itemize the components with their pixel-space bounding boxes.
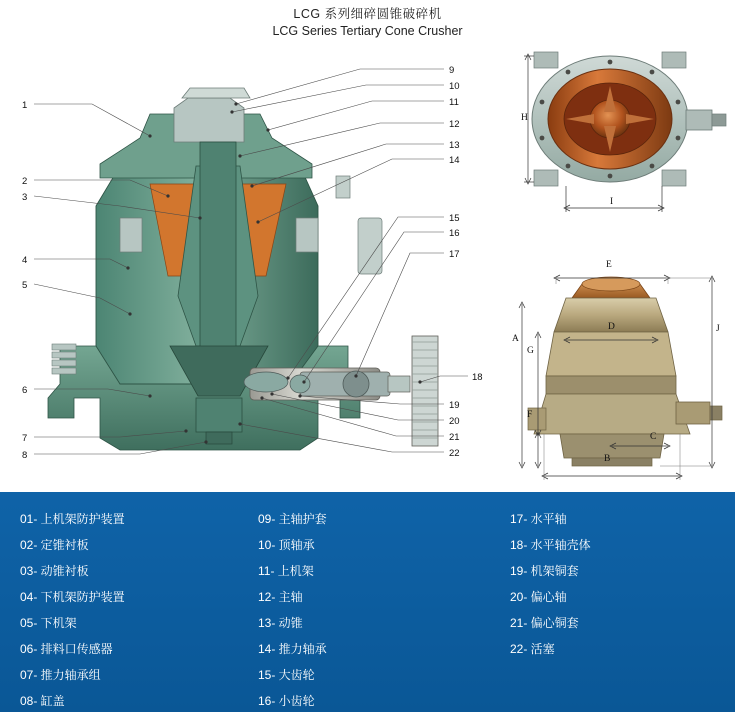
top-plan-view xyxy=(524,52,726,212)
callout-3: 3 xyxy=(22,192,28,203)
dimension-label-G: G xyxy=(527,346,534,356)
legend-item: 01- 上机架防护装置 xyxy=(20,512,125,526)
legend-item: 17- 水平轴 xyxy=(510,512,567,526)
legend-item: 02- 定锥衬板 xyxy=(20,538,89,552)
callout-17: 17 xyxy=(449,249,460,260)
callout-20: 20 xyxy=(449,416,460,427)
legend-item: 18- 水平轴壳体 xyxy=(510,538,591,552)
page-title xyxy=(0,6,735,40)
callout-15: 15 xyxy=(449,213,460,224)
legend-item: 12- 主轴 xyxy=(258,590,303,604)
dimension-label-C: C xyxy=(650,432,657,442)
dimension-label-F: F xyxy=(527,410,533,420)
legend-item: 22- 活塞 xyxy=(510,642,555,656)
callout-6: 6 xyxy=(22,385,28,396)
dimension-label-D: D xyxy=(608,322,615,332)
cross-section-view xyxy=(34,69,468,454)
dimension-label-E: E xyxy=(606,260,612,270)
legend-item: 15- 大齿轮 xyxy=(258,668,315,682)
callout-13: 13 xyxy=(449,140,460,151)
title-chinese: LCG 系列细碎圆锥破碎机 xyxy=(293,7,442,21)
callout-7: 7 xyxy=(22,433,28,444)
legend-item: 13- 动锥 xyxy=(258,616,303,630)
callout-16: 16 xyxy=(449,228,460,239)
dimension-label-J: J xyxy=(716,324,720,334)
callout-8: 8 xyxy=(22,450,28,461)
legend-item: 04- 下机架防护装置 xyxy=(20,590,125,604)
callout-18: 18 xyxy=(472,372,483,383)
callout-9: 9 xyxy=(449,65,455,76)
legend-item: 10- 顶轴承 xyxy=(258,538,315,552)
title-english: LCG Series Tertiary Cone Crusher xyxy=(272,24,463,38)
legend-column-1 xyxy=(20,506,250,714)
legend-item: 09- 主轴护套 xyxy=(258,512,327,526)
side-elevation-view xyxy=(519,275,722,480)
legend-item: 20- 偏心轴 xyxy=(510,590,567,604)
legend-item: 08- 缸盖 xyxy=(20,694,65,708)
legend-item: 21- 偏心铜套 xyxy=(510,616,579,630)
legend-item: 07- 推力轴承组 xyxy=(20,668,101,682)
legend-item: 14- 推力轴承 xyxy=(258,642,327,656)
dimension-label-I: I xyxy=(610,197,614,207)
legend-column-3 xyxy=(510,506,725,662)
callout-19: 19 xyxy=(449,400,460,411)
drawing-svg xyxy=(0,46,735,486)
dimension-label-B: B xyxy=(604,454,611,464)
callout-4: 4 xyxy=(22,255,28,266)
callout-22: 22 xyxy=(449,448,460,459)
callout-21: 21 xyxy=(449,432,460,443)
legend-column-2 xyxy=(258,506,488,714)
legend-item: 05- 下机架 xyxy=(20,616,77,630)
parts-legend-panel xyxy=(0,492,735,712)
dimension-label-H: H xyxy=(521,113,528,123)
callout-11: 11 xyxy=(449,97,459,108)
callout-2: 2 xyxy=(22,176,28,187)
legend-item: 03- 动锥衬板 xyxy=(20,564,89,578)
technical-drawing xyxy=(0,46,735,486)
legend-item: 19- 机架铜套 xyxy=(510,564,579,578)
callout-1: 1 xyxy=(22,100,28,111)
callout-5: 5 xyxy=(22,280,28,291)
dimension-label-A: A xyxy=(512,334,519,344)
legend-item: 11- 上机架 xyxy=(258,564,314,578)
legend-item: 16- 小齿轮 xyxy=(258,694,315,708)
legend-item: 06- 排料口传感器 xyxy=(20,642,113,656)
callout-10: 10 xyxy=(449,81,460,92)
callout-14: 14 xyxy=(449,155,460,166)
callout-12: 12 xyxy=(449,119,460,130)
